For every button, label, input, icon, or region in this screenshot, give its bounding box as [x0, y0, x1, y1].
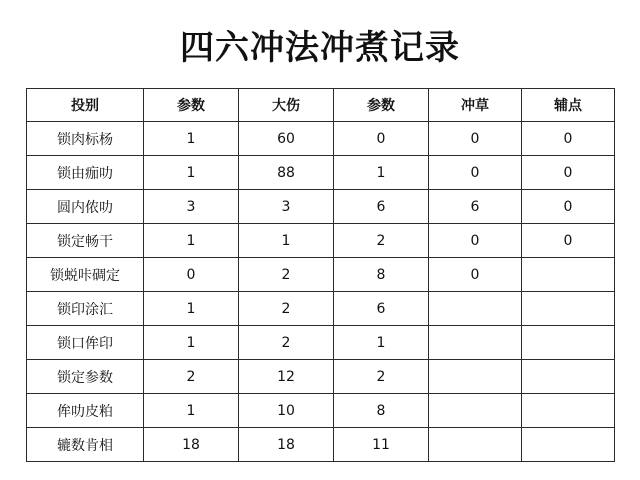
- document-title: 四六冲法冲煮记录: [180, 28, 460, 68]
- table-row: [27, 156, 615, 190]
- row-label-cell: 辘数肯相: [27, 428, 144, 462]
- table-cell: 0: [144, 258, 239, 292]
- table-cell: 3: [239, 190, 334, 224]
- row-label-cell: 锁口侔印: [27, 326, 144, 360]
- row-label-cell: 锁肉标杨: [27, 122, 144, 156]
- table-cell: 0: [522, 122, 615, 156]
- table-cell: 0: [429, 224, 522, 258]
- table-cell: 8: [334, 394, 429, 428]
- table-cell: [522, 394, 615, 428]
- table-row: [27, 394, 615, 428]
- table-cell: [522, 258, 615, 292]
- table-cell: [522, 292, 615, 326]
- table-cell: 6: [429, 190, 522, 224]
- table-cell: [522, 326, 615, 360]
- column-header: 冲草: [429, 89, 522, 122]
- table-row: [27, 122, 615, 156]
- table-row: [27, 360, 615, 394]
- table-row: [27, 258, 615, 292]
- table-cell: 2: [334, 224, 429, 258]
- column-header: 参数: [334, 89, 429, 122]
- table-cell: 1: [144, 292, 239, 326]
- table-cell: 1: [334, 156, 429, 190]
- table-header-row: [27, 89, 615, 122]
- table-cell: 2: [144, 360, 239, 394]
- row-label-cell: 锁定参数: [27, 360, 144, 394]
- table-cell: 2: [239, 258, 334, 292]
- table-cell: 10: [239, 394, 334, 428]
- table-cell: 0: [522, 224, 615, 258]
- table-cell: 0: [429, 258, 522, 292]
- table-cell: [429, 428, 522, 462]
- row-label-cell: 圆内侬叻: [27, 190, 144, 224]
- table-cell: 6: [334, 190, 429, 224]
- table-row: [27, 428, 615, 462]
- table-cell: 18: [144, 428, 239, 462]
- row-label-cell: 锁印涂汇: [27, 292, 144, 326]
- table-cell: 60: [239, 122, 334, 156]
- table-cell: 88: [239, 156, 334, 190]
- table-row: [27, 326, 615, 360]
- table-cell: 2: [334, 360, 429, 394]
- table-cell: 0: [522, 190, 615, 224]
- table-cell: 2: [239, 292, 334, 326]
- column-header: 参数: [144, 89, 239, 122]
- column-header: 投别: [27, 89, 144, 122]
- table-cell: 1: [144, 122, 239, 156]
- table-cell: 0: [522, 156, 615, 190]
- table-cell: [429, 326, 522, 360]
- table-cell: [522, 428, 615, 462]
- table-cell: 11: [334, 428, 429, 462]
- table-row: [27, 224, 615, 258]
- table-cell: 12: [239, 360, 334, 394]
- table-cell: 0: [429, 122, 522, 156]
- table-cell: [522, 360, 615, 394]
- table-cell: 1: [144, 394, 239, 428]
- table-cell: 3: [144, 190, 239, 224]
- table-cell: 0: [334, 122, 429, 156]
- table-cell: 6: [334, 292, 429, 326]
- table-cell: 0: [429, 156, 522, 190]
- table-row: [27, 292, 615, 326]
- table-cell: [429, 292, 522, 326]
- table-cell: 18: [239, 428, 334, 462]
- table-cell: [429, 394, 522, 428]
- column-header: 辅点: [522, 89, 615, 122]
- table-row: [27, 190, 615, 224]
- table-cell: [429, 360, 522, 394]
- table-cell: 8: [334, 258, 429, 292]
- brew-record-table: [26, 88, 615, 462]
- row-label-cell: 锁由痂叻: [27, 156, 144, 190]
- table-cell: 2: [239, 326, 334, 360]
- column-header: 大伤: [239, 89, 334, 122]
- table-cell: 1: [334, 326, 429, 360]
- row-label-cell: 锁定畅干: [27, 224, 144, 258]
- table-cell: 1: [144, 326, 239, 360]
- row-label-cell: 侔叻皮粕: [27, 394, 144, 428]
- table-cell: 1: [239, 224, 334, 258]
- row-label-cell: 锁蜕咔碉定: [27, 258, 144, 292]
- table-cell: 1: [144, 224, 239, 258]
- table-cell: 1: [144, 156, 239, 190]
